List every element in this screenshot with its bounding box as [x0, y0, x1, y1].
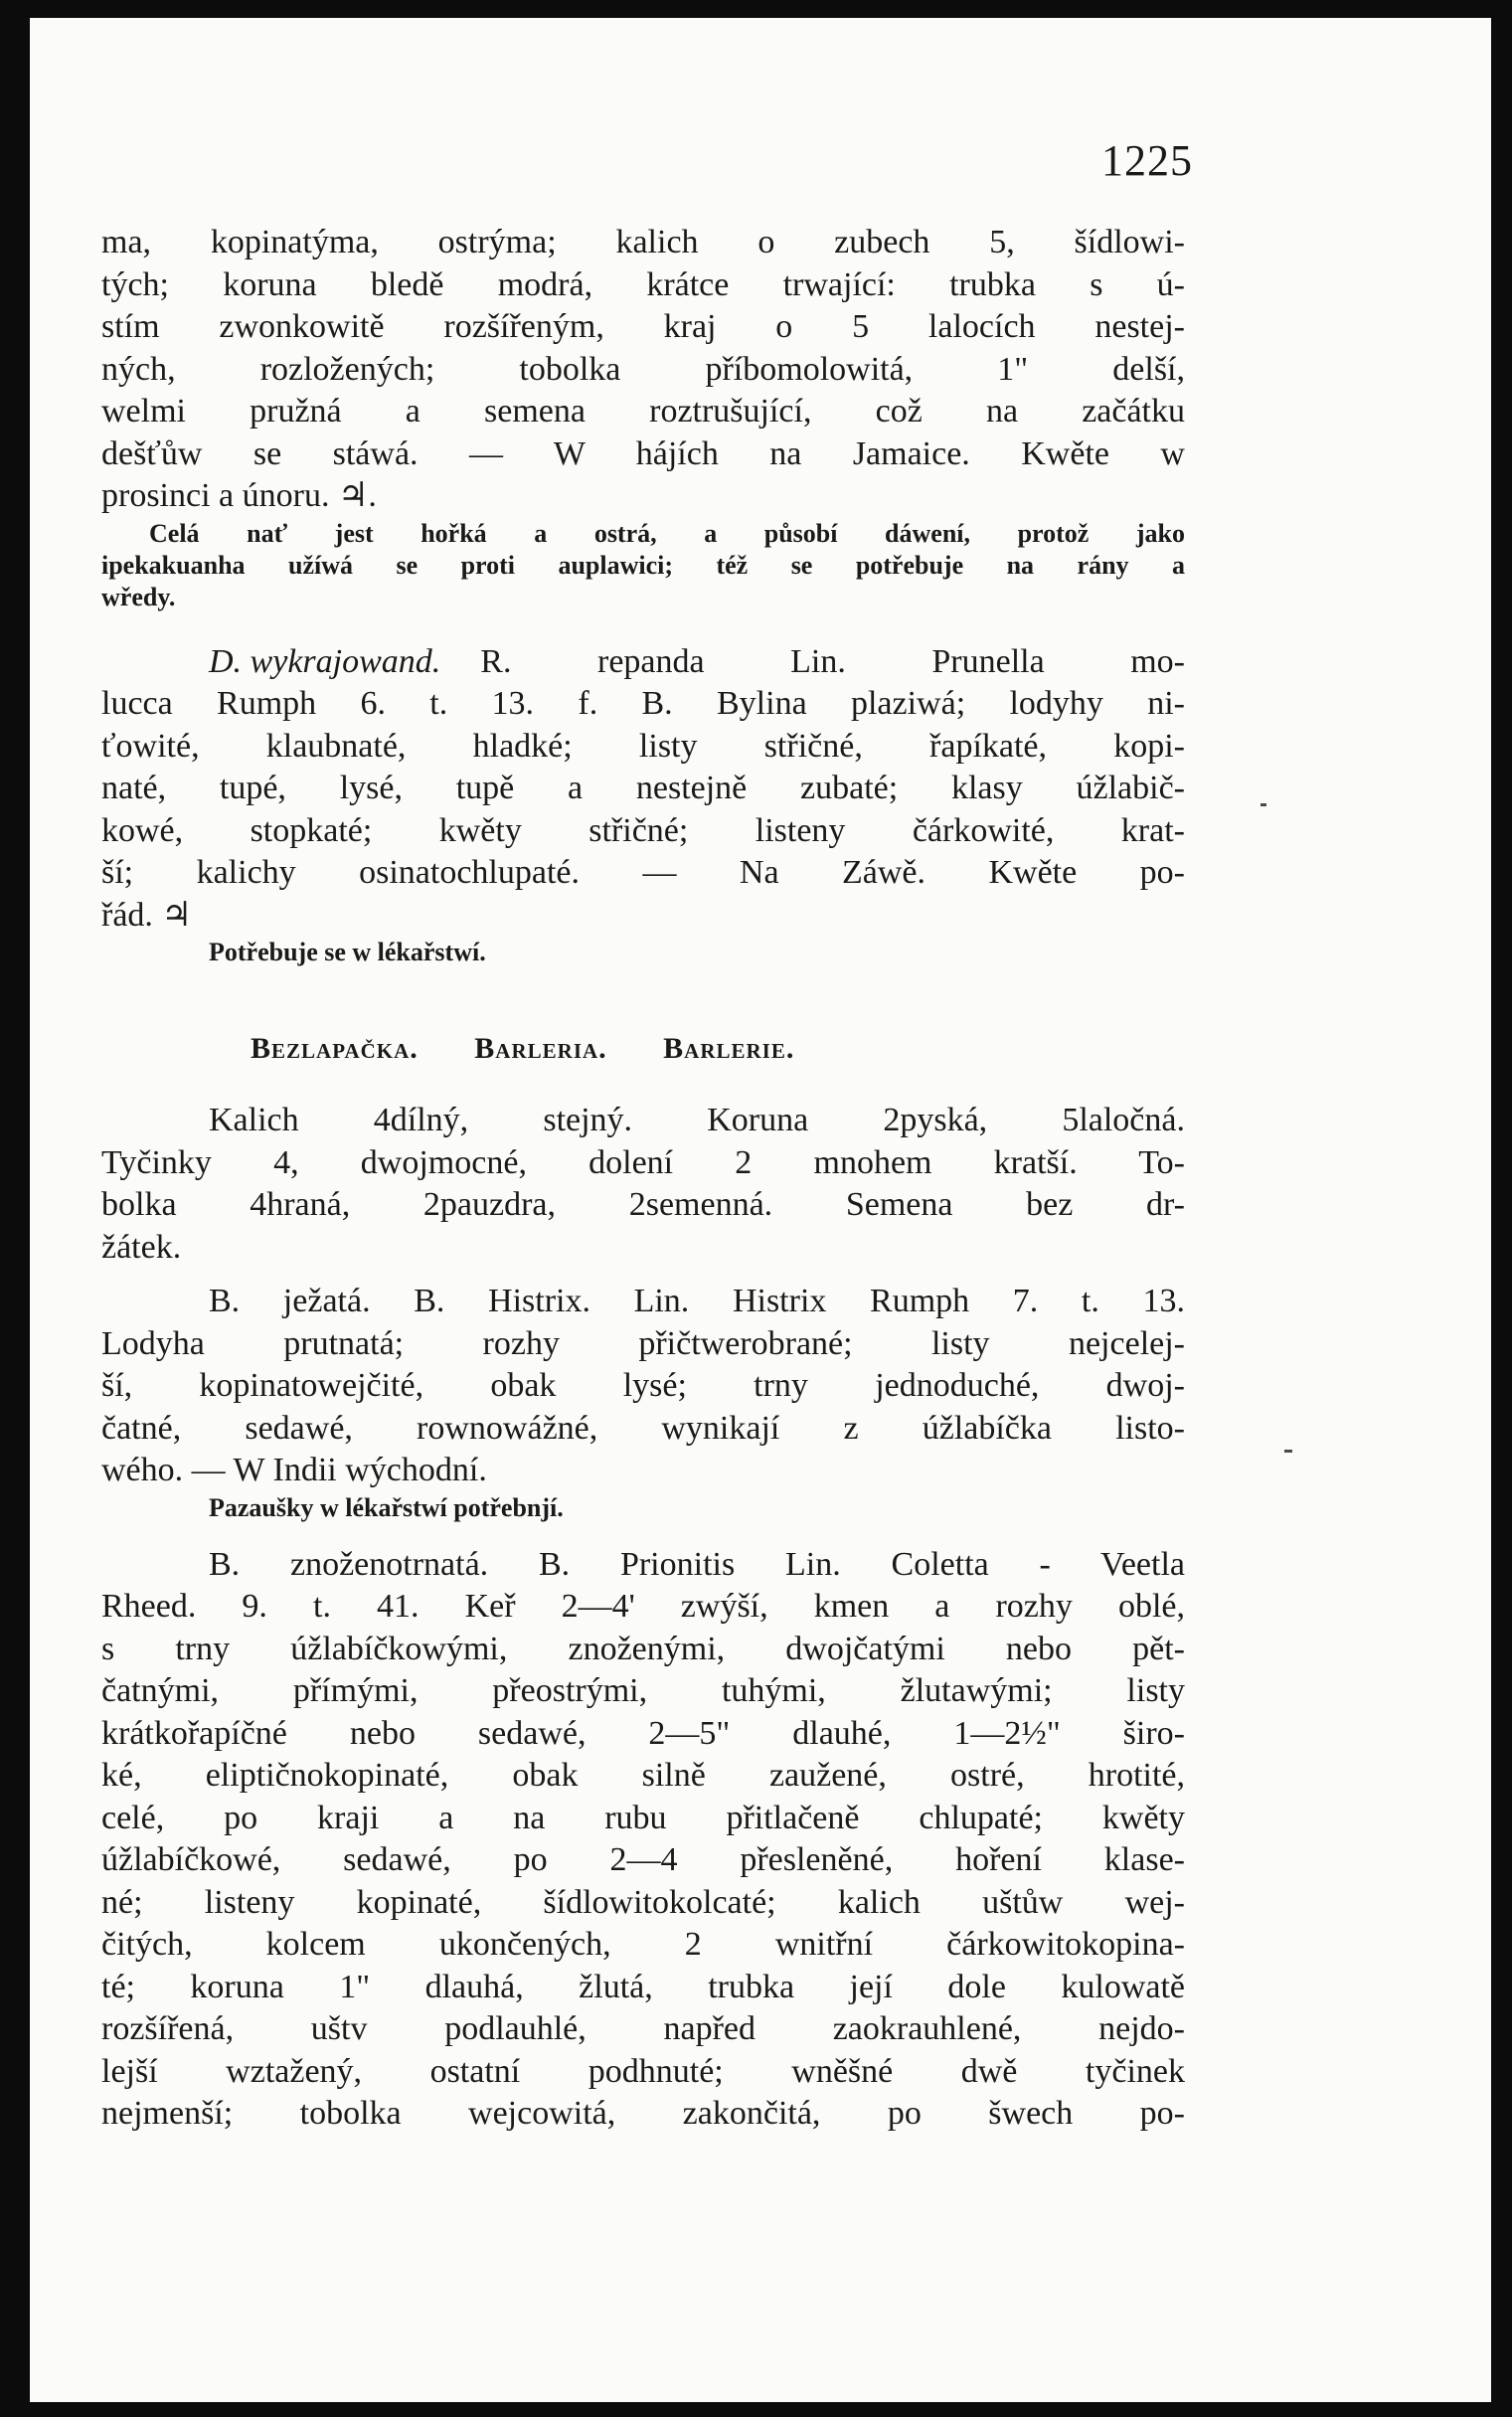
note-line: Pazaušky w lékařstwí potřebnjí. — [209, 1492, 564, 1522]
species-d-first-line — [101, 641, 1185, 684]
text-line: ší, kopinatowejčité, obak lysé; trny jednoduché, dwoj- — [101, 1367, 1185, 1404]
species-d-name: D. wykrajowand. — [209, 642, 441, 680]
text-line: té; koruna 1" dlauhá, žlutá, trubka její dole kulowatě — [101, 1968, 1185, 2005]
text-line: nejmenší; tobolka wejcowitá, zakončitá, po šwech po- — [101, 2095, 1185, 2132]
book-page — [30, 18, 1491, 2402]
text-line: ných, rozložených; tobolka příbomolowitá, 1" delší, — [101, 350, 1185, 388]
text-line: ší; kalichy osinatochlupaté. — Na Záwě. Kwěte po- — [101, 854, 1185, 891]
text-line: lejší wztažený, ostatní podhnuté; wněšné dwě tyčinek — [101, 2052, 1185, 2090]
text-line: tých; koruna bledě modrá, krátce trwající: trubka s ú- — [101, 265, 1185, 303]
text-line: welmi pružná a semena roztrušující, což na začátku — [101, 393, 1185, 430]
text-line: řád. ♃ — [101, 896, 192, 934]
note-line: wředy. — [101, 582, 176, 611]
text-line: bolka 4hraná, 2pauzdra, 2semenná. Semena bez dr- — [101, 1186, 1185, 1223]
text-line: dešťůw se stáwá. — W hájích na Jamaice. Kwěte w — [101, 434, 1185, 472]
text-line: Rheed. 9. t. 41. Keř 2—4' zwýší, kmen a rozhy oblé, — [101, 1588, 1185, 1625]
text-line: naté, tupé, lysé, tupě a nestejně zubaté; klasy úžlabič- — [101, 770, 1185, 806]
text-line: prosinci a únoru. ♃. — [101, 477, 377, 514]
intro-paragraph — [101, 222, 1185, 518]
text-line: ťowité, klaubnaté, hladké; listy střičné, řapíkaté, kopi- — [101, 727, 1185, 765]
text-line: B. ježatá. B. Histrix. Lin. Histrix Rumph 7. t. 13. — [209, 1283, 1185, 1319]
species-d-entry — [101, 641, 1185, 938]
text-line: rozšířená, uštv podlauhlé, napřed zaokrauhlené, nejdo- — [101, 2010, 1185, 2047]
text-line: ma, kopinatýma, ostrýma; kalich o zubech 5, šídlowi- — [101, 224, 1185, 260]
text-line: čatné, sedawé, rownowážné, wynikají z úžlabíčka listo- — [101, 1409, 1185, 1447]
genus-heading — [101, 1032, 1185, 1066]
text-line: stím zwonkowitě rozšířeným, kraj o 5 lalocích nestej- — [101, 308, 1185, 345]
text-line: lucca Rumph 6. t. 13. f. B. Bylina plaziwá; lodyhy ni- — [101, 685, 1185, 722]
intro-note — [101, 518, 1185, 613]
genus-description — [101, 1100, 1185, 1269]
text-line: úžlabíčkowé, sedawé, po 2—4 přesleněné, hoření klase- — [101, 1841, 1185, 1878]
note-line: Potřebuje se w lékařstwí. — [209, 938, 486, 966]
text-line: R. repanda Lin. Prunella mo- — [480, 642, 1185, 680]
text-line: wého. — W Indii wýchodní. — [101, 1452, 487, 1488]
text-line: B. znoženotrnatá. B. Prionitis Lin. Coletta - Veetla — [209, 1545, 1185, 1583]
note-line: Celá nať jest hořká a ostrá, a působí dáwení, protož jako — [149, 518, 1185, 548]
text-line: Lodyha prutnatá; rozhy přičtwerobrané; listy nejcelej- — [101, 1324, 1185, 1362]
text-line: čitých, kolcem ukončených, 2 wnitřní čárkowitokopina- — [101, 1926, 1185, 1963]
text-line: ké, eliptičnokopinaté, obak silně zaužené, ostré, hrotité, — [101, 1757, 1185, 1794]
text-line: Kalich 4dílný, stejný. Koruna 2pyská, 5laločná. — [209, 1102, 1185, 1138]
species-d-note — [101, 937, 1185, 968]
scan-speck — [1284, 1450, 1292, 1453]
page-number: 1225 — [1101, 136, 1193, 185]
genus-name-czech: Bezlapačka. — [251, 1032, 419, 1065]
scan-speck — [1260, 803, 1266, 806]
text-line: né; listeny kopinaté, šídlowitokolcaté; kalich uštůw wej- — [101, 1883, 1185, 1921]
text-line: čatnými, přímými, přeostrými, tuhými, žlutawými; listy — [101, 1672, 1185, 1709]
text-line: kowé, stopkaté; kwěty střičné; listeny čárkowité, krat- — [101, 811, 1185, 849]
text-line: krátkořapíčné nebo sedawé, 2—5" dlauhé, 1—2½" širo- — [101, 1714, 1185, 1752]
text-line: žátek. — [101, 1228, 182, 1266]
text-line: s trny úžlabíčkowými, znoženými, dwojčatými nebo pět- — [101, 1630, 1185, 1667]
text-line: celé, po kraji a na rubu přitlačeně chlupaté; kwěty — [101, 1799, 1185, 1836]
text-line: Tyčinky 4, dwojmocné, dolení 2 mnohem kratší. To- — [101, 1143, 1185, 1181]
species-b1-entry — [101, 1281, 1185, 1492]
genus-name-alt: Barlerie. — [663, 1032, 795, 1065]
genus-name-latin: Barleria. — [474, 1032, 607, 1065]
species-b2-entry — [101, 1544, 1185, 2136]
species-b1-note — [101, 1492, 1185, 1524]
note-line: ipekakuanha užíwá se proti auplawici; též se potřebuje na rány a — [101, 550, 1185, 580]
page-text — [101, 222, 1185, 2136]
